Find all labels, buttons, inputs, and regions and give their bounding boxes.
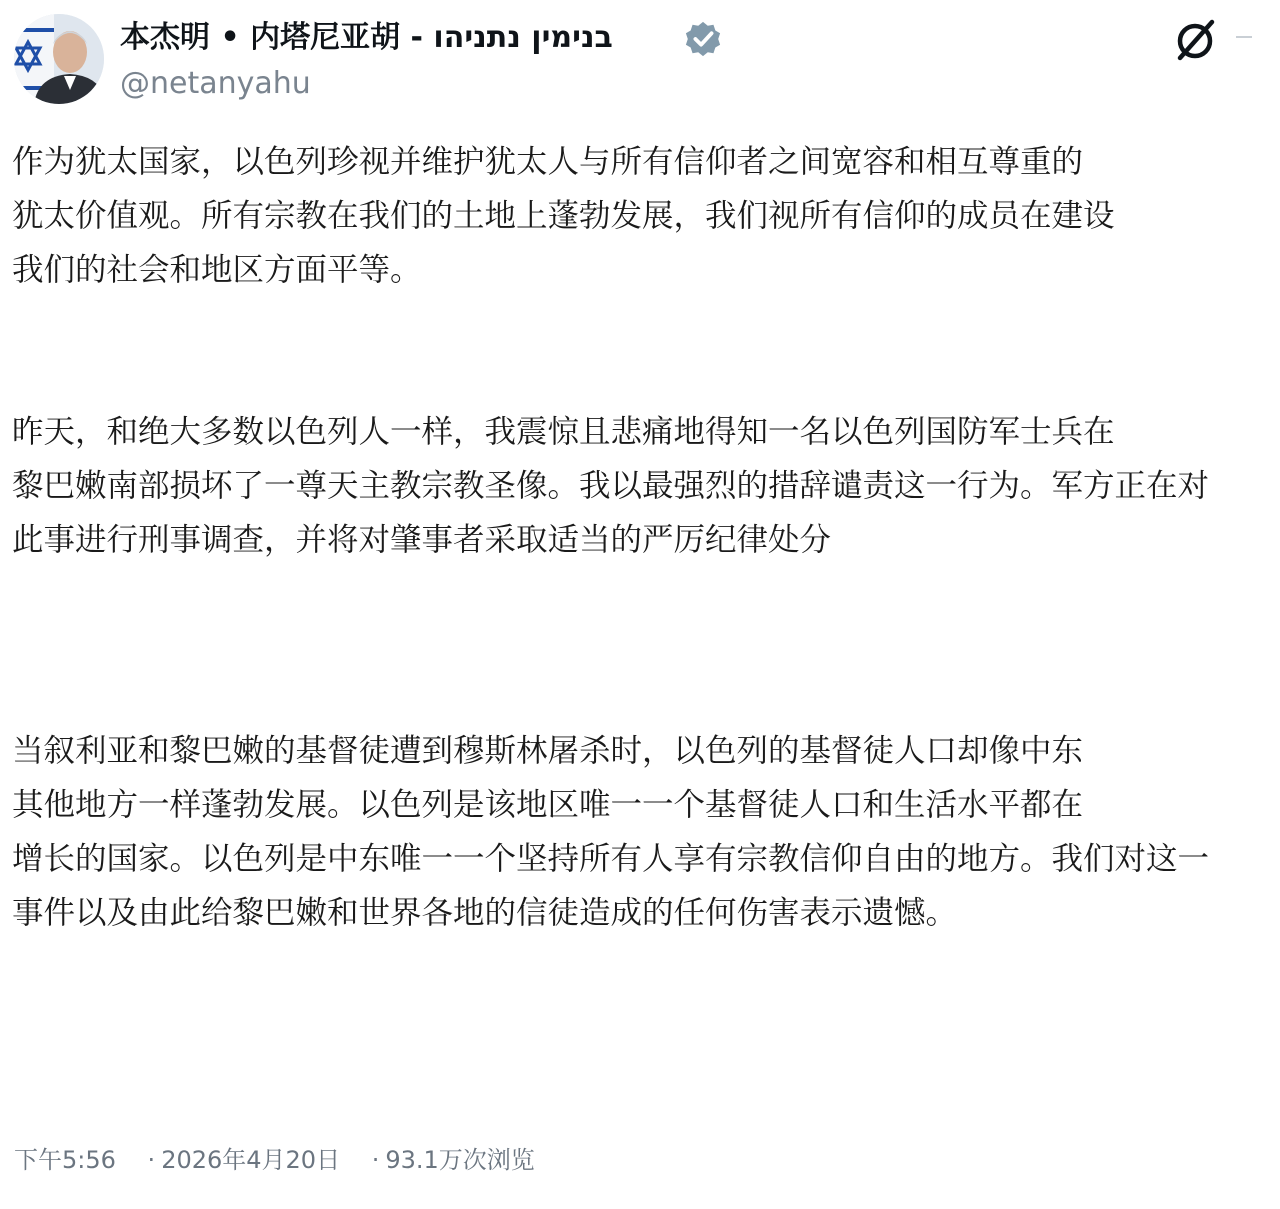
avatar[interactable] [14, 14, 104, 104]
post-text-line: 当叙利亚和黎巴嫩的基督徒遭到穆斯林屠杀时，以色列的基督徒人口却像中东 [12, 733, 1084, 769]
post-text-line: 增长的国家。以色列是中东唯一一个坚持所有人享有宗教信仰自由的地方。我们对这一 [12, 841, 1210, 877]
meta-separator: · [371, 1146, 380, 1174]
post-text-line: 其他地方一样蓬勃发展。以色列是该地区唯一一个基督徒人口和生活水平都在 [12, 787, 1084, 823]
post-text-line: 事件以及由此给黎巴嫩和世界各地的信徒造成的任何伤害表示遗憾。 [12, 895, 958, 931]
post-text-line: 犹太价值观。所有宗教在我们的土地上蓬勃发展，我们视所有信仰的成员在建设 [12, 198, 1115, 234]
display-name[interactable]: 本杰明 • 内塔尼亚胡 - בנימין נתניהו [120, 20, 613, 55]
view-count[interactable]: 93.1万次浏览 [385, 1146, 535, 1174]
more-icon[interactable] [1236, 36, 1252, 38]
verified-badge-icon [684, 20, 722, 58]
post-date[interactable]: 2026年4月20日 [161, 1146, 341, 1174]
post-text-line: 黎巴嫩南部损坏了一尊天主教宗教圣像。我以最强烈的措辞谴责这一行为。军方正在对 [12, 468, 1210, 504]
meta-separator: · [147, 1146, 156, 1174]
post-paragraph [12, 135, 1262, 297]
post-text-line: 作为犹太国家，以色列珍视并维护犹太人与所有信仰者之间宽容和相互尊重的 [12, 144, 1084, 180]
post-text-line: 昨天，和绝大多数以色列人一样，我震惊且悲痛地得知一名以色列国防军士兵在 [12, 414, 1115, 450]
post-text-line: 我们的社会和地区方面平等。 [12, 252, 422, 288]
post-meta [14, 1142, 535, 1178]
grok-icon[interactable] [1170, 16, 1220, 66]
handle[interactable]: @netanyahu [120, 66, 311, 101]
post-paragraph [12, 405, 1262, 567]
post-text-line: 此事进行刑事调查，并将对肇事者采取适当的严厉纪律处分 [12, 522, 832, 558]
post-time[interactable]: 下午5:56 [14, 1146, 116, 1174]
post-paragraph [12, 724, 1262, 940]
profile-photo [14, 14, 104, 104]
